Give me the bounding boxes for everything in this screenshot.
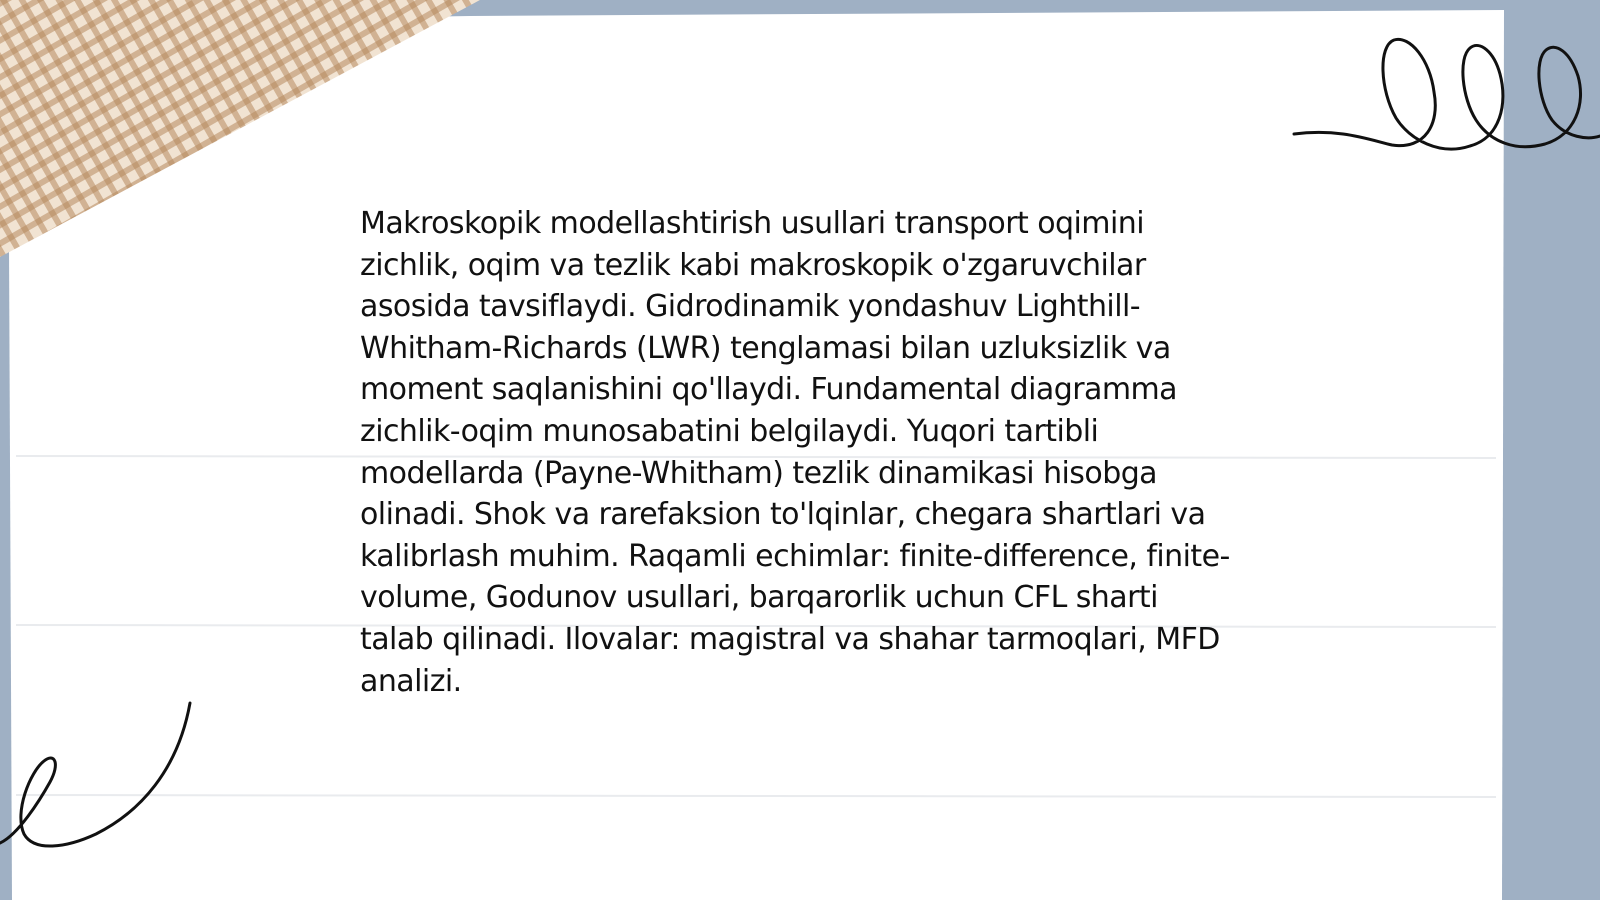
check-stroke (0, 703, 190, 846)
body-paragraph: Makroskopik modellashtirish usullari transport oqimini zichlik, oqim va tezlik kabi makroskopik o'zgaruvchilar asosida tavsiflaydi. Gidrodinamik yondashuv Lighthill-Whitham-Richards (LWR) tenglamasi bilan uzluksizlik va moment saqlanishini qo'llaydi. Fundamental diagramma zichlik-oqim munosabatini belgilaydi. Yuqori tartibli modellarda (Payne-Whitham) tezlik dinamikasi hisobga olinadi. Shok va rarefaksion to'lqinlar, chegara shartlari va kalibrlash muhim. Raqamli echimlar: finite-difference, finite-volume, Godunov usullari, barqarorlik uchun CFL sharti talab qilinadi. Ilovalar: magistral va shahar tarmoqlari, MFD analizi. (360, 206, 1230, 699)
